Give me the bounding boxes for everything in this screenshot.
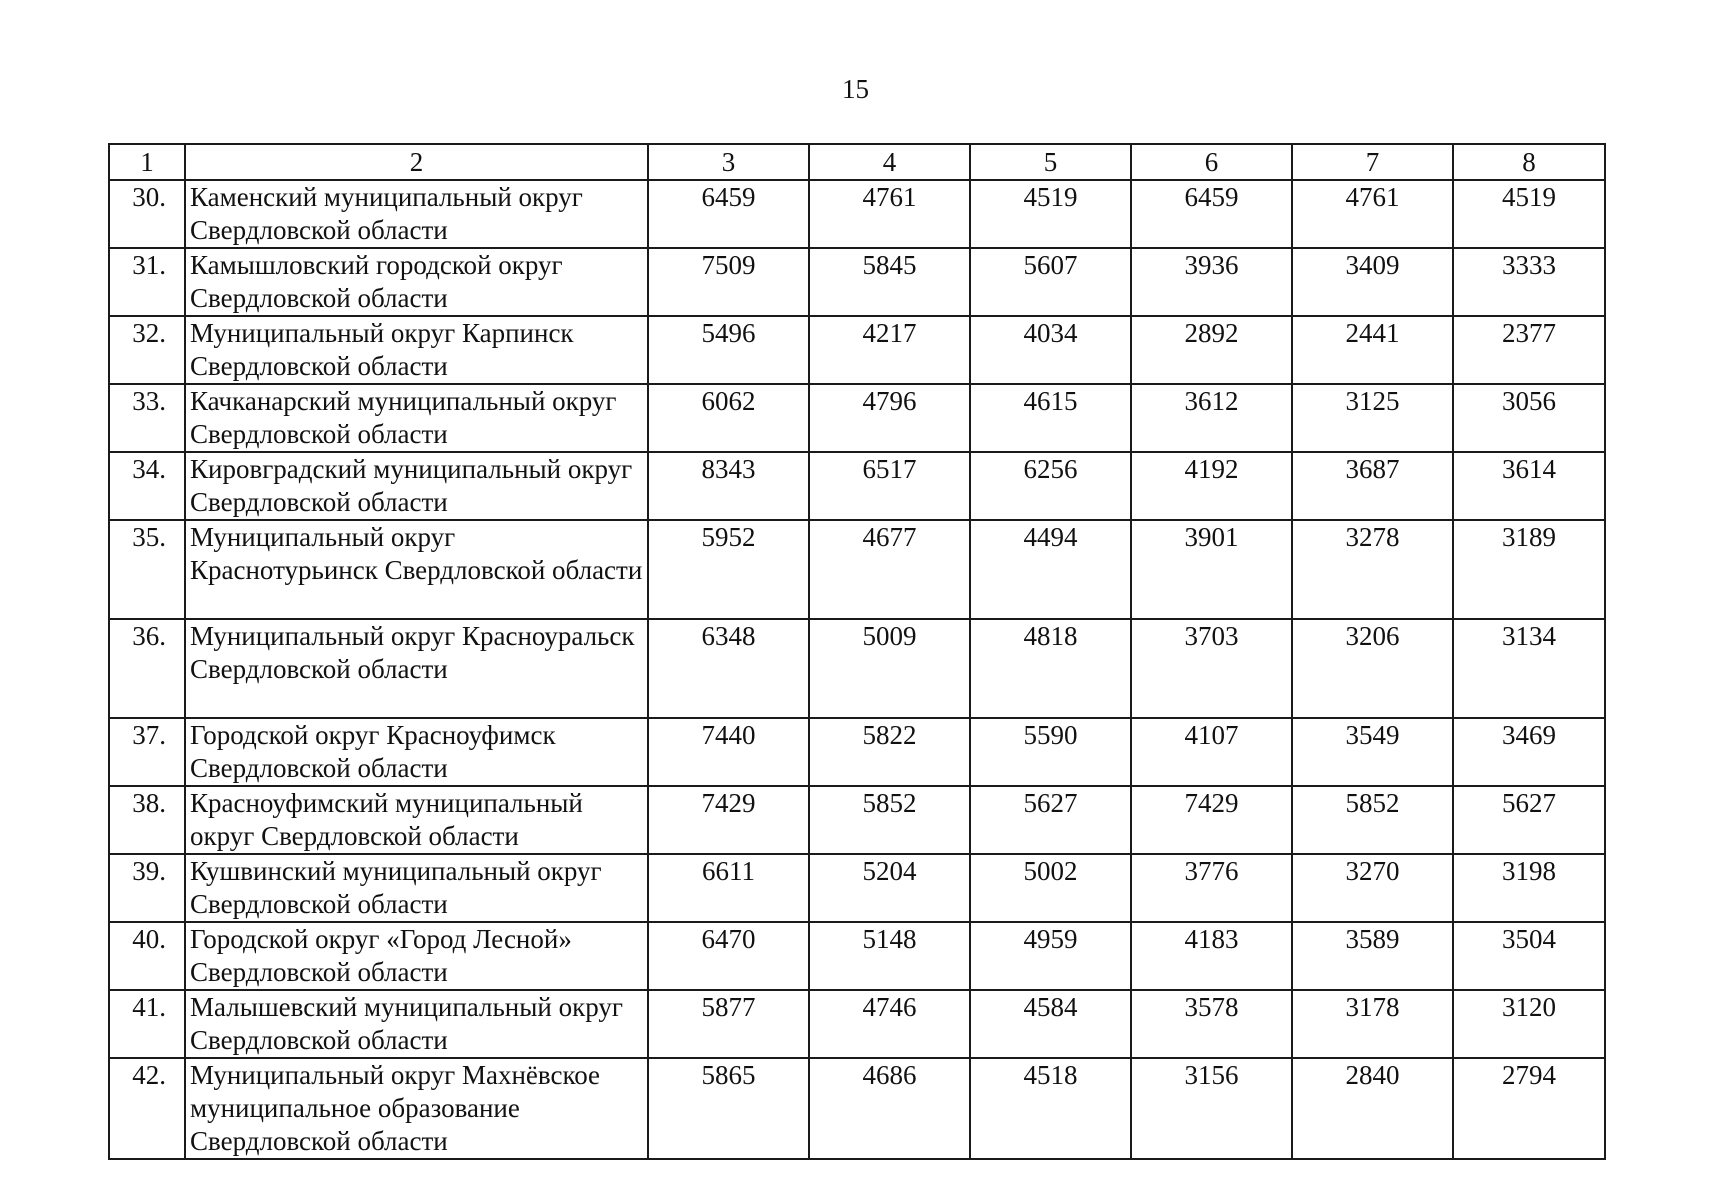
- value-cell-col-5: 5002: [970, 854, 1131, 922]
- row-number: 42.: [109, 1058, 185, 1159]
- value-cell-col-6: 3578: [1131, 990, 1292, 1058]
- value-cell-col-5: 4818: [970, 619, 1131, 718]
- column-header: 5: [970, 144, 1131, 180]
- column-header: 7: [1292, 144, 1453, 180]
- municipality-name: Муниципальный округ Махнёвское муниципальное образование Свердловской области: [185, 1058, 648, 1159]
- row-number: 41.: [109, 990, 185, 1058]
- value-cell-col-6: 4192: [1131, 452, 1292, 520]
- value-cell-col-5: 4615: [970, 384, 1131, 452]
- value-cell-col-8: 5627: [1453, 786, 1605, 854]
- column-header: 3: [648, 144, 809, 180]
- value-cell-col-8: 2377: [1453, 316, 1605, 384]
- table-row: [109, 248, 1605, 316]
- municipality-name: Городской округ «Город Лесной» Свердловской области: [185, 922, 648, 990]
- table-row: [109, 520, 1605, 619]
- value-cell-col-6: 4183: [1131, 922, 1292, 990]
- value-cell-col-3: 6459: [648, 180, 809, 248]
- row-number: 40.: [109, 922, 185, 990]
- table-body: [109, 144, 1605, 1159]
- table-row: [109, 786, 1605, 854]
- row-number: 35.: [109, 520, 185, 619]
- value-cell-col-8: 3134: [1453, 619, 1605, 718]
- value-cell-col-4: 4796: [809, 384, 970, 452]
- value-cell-col-4: 4217: [809, 316, 970, 384]
- value-cell-col-5: 6256: [970, 452, 1131, 520]
- value-cell-col-3: 5496: [648, 316, 809, 384]
- value-cell-col-6: 7429: [1131, 786, 1292, 854]
- value-cell-col-6: 3901: [1131, 520, 1292, 619]
- value-cell-col-6: 3776: [1131, 854, 1292, 922]
- value-cell-col-3: 5877: [648, 990, 809, 1058]
- municipality-name: Муниципальный округ Красноуральск Свердловской области: [185, 619, 648, 718]
- table-row: [109, 1058, 1605, 1159]
- value-cell-col-8: 4519: [1453, 180, 1605, 248]
- value-cell-col-7: 3409: [1292, 248, 1453, 316]
- data-table: [108, 143, 1606, 1160]
- value-cell-col-7: 3589: [1292, 922, 1453, 990]
- column-header: 8: [1453, 144, 1605, 180]
- municipality-name: Кушвинский муниципальный округ Свердловской области: [185, 854, 648, 922]
- table-row: [109, 180, 1605, 248]
- row-number: 30.: [109, 180, 185, 248]
- value-cell-col-3: 5865: [648, 1058, 809, 1159]
- value-cell-col-8: 3120: [1453, 990, 1605, 1058]
- value-cell-col-4: 4746: [809, 990, 970, 1058]
- value-cell-col-4: 5852: [809, 786, 970, 854]
- value-cell-col-8: 2794: [1453, 1058, 1605, 1159]
- value-cell-col-5: 4494: [970, 520, 1131, 619]
- table-row: [109, 854, 1605, 922]
- value-cell-col-3: 6062: [648, 384, 809, 452]
- value-cell-col-3: 6470: [648, 922, 809, 990]
- value-cell-col-4: 6517: [809, 452, 970, 520]
- table-row: [109, 922, 1605, 990]
- value-cell-col-7: 3178: [1292, 990, 1453, 1058]
- value-cell-col-5: 4518: [970, 1058, 1131, 1159]
- row-number: 31.: [109, 248, 185, 316]
- municipality-name: Каменский муниципальный округ Свердловской области: [185, 180, 648, 248]
- table-row: [109, 452, 1605, 520]
- municipality-name: Городской округ Красноуфимск Свердловской области: [185, 718, 648, 786]
- row-number: 37.: [109, 718, 185, 786]
- value-cell-col-8: 3333: [1453, 248, 1605, 316]
- value-cell-col-4: 5845: [809, 248, 970, 316]
- municipality-name: Муниципальный округ Карпинск Свердловской области: [185, 316, 648, 384]
- municipality-name: Камышловский городской округ Свердловской области: [185, 248, 648, 316]
- column-header: 4: [809, 144, 970, 180]
- value-cell-col-3: 6348: [648, 619, 809, 718]
- municipality-name: Качканарский муниципальный округ Свердловской области: [185, 384, 648, 452]
- municipality-name: Малышевский муниципальный округ Свердловской области: [185, 990, 648, 1058]
- value-cell-col-4: 5148: [809, 922, 970, 990]
- table-row: [109, 619, 1605, 718]
- value-cell-col-8: 3504: [1453, 922, 1605, 990]
- value-cell-col-7: 3687: [1292, 452, 1453, 520]
- column-header: 6: [1131, 144, 1292, 180]
- value-cell-col-3: 7509: [648, 248, 809, 316]
- value-cell-col-3: 7429: [648, 786, 809, 854]
- value-cell-col-7: 3270: [1292, 854, 1453, 922]
- value-cell-col-3: 7440: [648, 718, 809, 786]
- value-cell-col-4: 4761: [809, 180, 970, 248]
- value-cell-col-3: 6611: [648, 854, 809, 922]
- value-cell-col-7: 3206: [1292, 619, 1453, 718]
- value-cell-col-7: 3278: [1292, 520, 1453, 619]
- column-header: 1: [109, 144, 185, 180]
- value-cell-col-7: 3549: [1292, 718, 1453, 786]
- value-cell-col-4: 5822: [809, 718, 970, 786]
- row-number: 32.: [109, 316, 185, 384]
- value-cell-col-8: 3198: [1453, 854, 1605, 922]
- table-row: [109, 990, 1605, 1058]
- value-cell-col-8: 3469: [1453, 718, 1605, 786]
- value-cell-col-7: 2441: [1292, 316, 1453, 384]
- value-cell-col-5: 5590: [970, 718, 1131, 786]
- table-header-row: [109, 144, 1605, 180]
- value-cell-col-4: 4686: [809, 1058, 970, 1159]
- value-cell-col-7: 5852: [1292, 786, 1453, 854]
- value-cell-col-6: 3703: [1131, 619, 1292, 718]
- value-cell-col-4: 4677: [809, 520, 970, 619]
- row-number: 38.: [109, 786, 185, 854]
- value-cell-col-5: 4959: [970, 922, 1131, 990]
- value-cell-col-8: 3189: [1453, 520, 1605, 619]
- municipality-name: Кировградский муниципальный округ Свердловской области: [185, 452, 648, 520]
- row-number: 33.: [109, 384, 185, 452]
- municipality-name: Муниципальный округ Краснотурьинск Свердловской области: [185, 520, 648, 619]
- value-cell-col-7: 4761: [1292, 180, 1453, 248]
- table-row: [109, 316, 1605, 384]
- column-header: 2: [185, 144, 648, 180]
- value-cell-col-6: 2892: [1131, 316, 1292, 384]
- table-row: [109, 384, 1605, 452]
- table-row: [109, 718, 1605, 786]
- value-cell-col-8: 3056: [1453, 384, 1605, 452]
- value-cell-col-6: 4107: [1131, 718, 1292, 786]
- value-cell-col-6: 6459: [1131, 180, 1292, 248]
- value-cell-col-3: 8343: [648, 452, 809, 520]
- value-cell-col-5: 4034: [970, 316, 1131, 384]
- value-cell-col-8: 3614: [1453, 452, 1605, 520]
- value-cell-col-5: 5627: [970, 786, 1131, 854]
- value-cell-col-3: 5952: [648, 520, 809, 619]
- row-number: 39.: [109, 854, 185, 922]
- municipality-name: Красноуфимский муниципальный округ Свердловской области: [185, 786, 648, 854]
- value-cell-col-6: 3612: [1131, 384, 1292, 452]
- value-cell-col-6: 3156: [1131, 1058, 1292, 1159]
- value-cell-col-5: 4519: [970, 180, 1131, 248]
- value-cell-col-7: 2840: [1292, 1058, 1453, 1159]
- value-cell-col-4: 5009: [809, 619, 970, 718]
- value-cell-col-5: 4584: [970, 990, 1131, 1058]
- value-cell-col-6: 3936: [1131, 248, 1292, 316]
- page-number: 15: [842, 74, 869, 104]
- value-cell-col-7: 3125: [1292, 384, 1453, 452]
- row-number: 34.: [109, 452, 185, 520]
- value-cell-col-5: 5607: [970, 248, 1131, 316]
- row-number: 36.: [109, 619, 185, 718]
- value-cell-col-4: 5204: [809, 854, 970, 922]
